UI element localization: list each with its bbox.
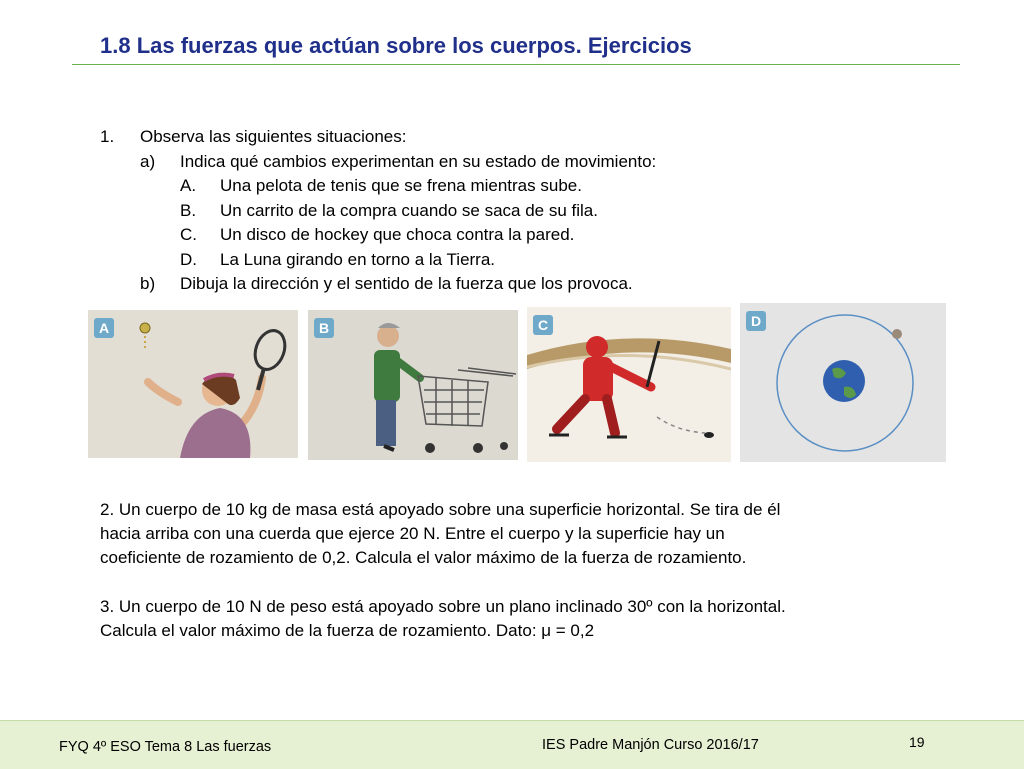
- slide-title: 1.8 Las fuerzas que actúan sobre los cuerpos. Ejercicios: [100, 33, 692, 58]
- list-number: B.: [180, 200, 197, 220]
- exercise-2: [100, 498, 780, 570]
- list-number: C.: [180, 225, 197, 244]
- list-number: 1.: [100, 127, 115, 146]
- list-number: A.: [180, 176, 197, 195]
- label-b-badge: B: [314, 318, 334, 338]
- exercise-3: [100, 595, 786, 643]
- list-text: Una pelota de tenis que se frena mientras sube.: [220, 176, 582, 195]
- list-text: Indica qué cambios experimentan en su estado de movimiento:: [180, 151, 657, 171]
- label-d-badge: D: [746, 311, 766, 331]
- hockey-illustration: [527, 307, 731, 462]
- list-text: Observa las siguientes situaciones:: [140, 127, 407, 146]
- list-text: Un disco de hockey que choca contra la pared.: [220, 225, 575, 244]
- list-text: La Luna girando en torno a la Tierra.: [220, 249, 496, 269]
- footer-course: FYQ 4º ESO Tema 8 Las fuerzas: [59, 739, 272, 755]
- exercise-3-line: Calcula el valor máximo de la fuerza de rozamiento. Dato: μ = 0,2: [100, 621, 595, 640]
- label-a-badge: A: [94, 318, 114, 338]
- exercise-2-line: hacia arriba con una cuerda que ejerce 20 N. Entre el cuerpo y la superficie hay un: [100, 524, 725, 543]
- list-number: b): [140, 274, 156, 293]
- label-c-badge: C: [533, 315, 553, 335]
- exercise-2-line: coeficiente de rozamiento de 0,2. Calcula el valor máximo de la fuerza de rozamiento.: [100, 548, 747, 567]
- list-text: Dibuja la dirección y el sentido de la fuerza que los provoca.: [180, 274, 633, 293]
- list-number: D.: [180, 249, 197, 269]
- list-text: Un carrito de la compra cuando se saca de su fila.: [220, 200, 598, 220]
- footer-school: IES Padre Manjón Curso 2016/17: [542, 737, 759, 753]
- list-number: a): [140, 151, 156, 171]
- shopping-cart-illustration: [308, 310, 518, 460]
- exercise-2-line: 2. Un cuerpo de 10 kg de masa está apoyado sobre una superficie horizontal. Se tira de él: [100, 500, 781, 519]
- title-divider: [72, 64, 960, 65]
- tennis-illustration: [88, 310, 298, 458]
- earth-moon-illustration: [740, 303, 946, 462]
- page-number: 19: [909, 734, 925, 750]
- exercise-3-line: 3. Un cuerpo de 10 N de peso está apoyado sobre un plano inclinado 30º con la horizontal.: [100, 597, 786, 616]
